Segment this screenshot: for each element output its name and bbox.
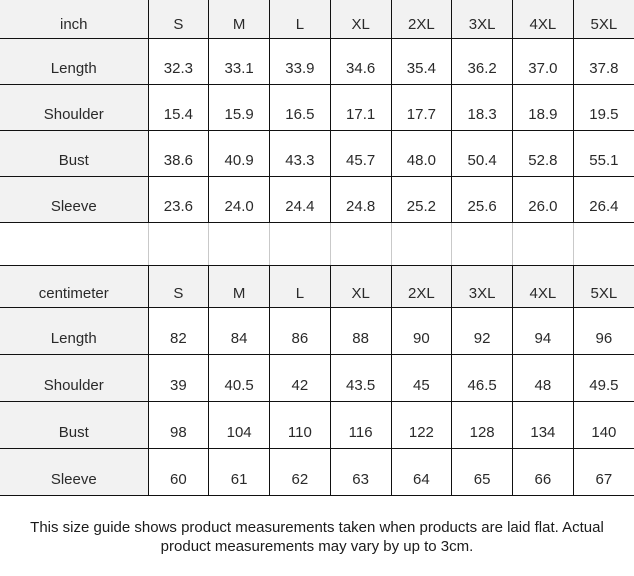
measurement-cell: 67 [573,448,634,495]
measurement-cell: 90 [391,307,452,354]
measurement-cell: 25.6 [452,176,513,222]
measurement-cell: 37.8 [573,38,634,84]
measurement-cell: 40.9 [209,130,270,176]
measurement-cell: 62 [270,448,331,495]
spacer-cell [0,222,148,265]
measurement-cell: 25.2 [391,176,452,222]
measurement-cell: 42 [270,354,331,401]
row-inch-bust [0,130,634,176]
size-guide-note-line1: This size guide shows product measurements taken when products are laid flat. Actual [30,518,604,536]
row-cm-sleeve [0,448,634,495]
measurement-cell: 140 [573,401,634,448]
measurement-cell: 26.4 [573,176,634,222]
spacer-cell [391,222,452,265]
measurement-cell: 128 [452,401,513,448]
size-header: 5XL [573,0,634,38]
measurement-cell: 24.0 [209,176,270,222]
measurement-cell: 60 [148,448,209,495]
size-header: XL [330,265,391,307]
measurement-cell: 24.4 [270,176,331,222]
row-inch-length [0,38,634,84]
measurement-cell: 35.4 [391,38,452,84]
measurement-cell: 134 [513,401,574,448]
size-guide-note [0,518,634,557]
size-header: 2XL [391,265,452,307]
measurement-cell: 32.3 [148,38,209,84]
measurement-cell: 122 [391,401,452,448]
row-label: Length [0,307,148,354]
size-header: S [148,0,209,38]
measurement-cell: 96 [573,307,634,354]
measurement-cell: 38.6 [148,130,209,176]
measurement-cell: 66 [513,448,574,495]
measurement-cell: 63 [330,448,391,495]
centimeter-header-row [0,265,634,307]
measurement-cell: 19.5 [573,84,634,130]
measurement-cell: 82 [148,307,209,354]
measurement-cell: 48.0 [391,130,452,176]
measurement-cell: 45 [391,354,452,401]
measurement-cell: 55.1 [573,130,634,176]
size-header: L [270,0,331,38]
row-inch-shoulder [0,84,634,130]
measurement-cell: 110 [270,401,331,448]
measurement-cell: 33.9 [270,38,331,84]
measurement-cell: 23.6 [148,176,209,222]
measurement-cell: 39 [148,354,209,401]
row-cm-length [0,307,634,354]
row-label: Bust [0,401,148,448]
size-header: 3XL [452,0,513,38]
measurement-cell: 15.4 [148,84,209,130]
row-label: Shoulder [0,84,148,130]
measurement-cell: 98 [148,401,209,448]
measurement-cell: 17.7 [391,84,452,130]
size-header: 2XL [391,0,452,38]
size-guide-note-line2: product measurements may vary by up to 3cm. [160,538,474,555]
size-header: 4XL [513,265,574,307]
measurement-cell: 16.5 [270,84,331,130]
measurement-cell: 43.3 [270,130,331,176]
spacer-cell [513,222,574,265]
measurement-cell: 15.9 [209,84,270,130]
size-header: 5XL [573,265,634,307]
measurement-cell: 26.0 [513,176,574,222]
size-header: M [209,265,270,307]
measurement-cell: 45.7 [330,130,391,176]
row-label: Shoulder [0,354,148,401]
size-header: M [209,0,270,38]
measurement-cell: 46.5 [452,354,513,401]
row-label: Sleeve [0,176,148,222]
measurement-cell: 36.2 [452,38,513,84]
spacer-row [0,222,634,265]
unit-label-centimeter: centimeter [0,265,148,307]
measurement-cell: 86 [270,307,331,354]
measurement-cell: 40.5 [209,354,270,401]
measurement-cell: 18.9 [513,84,574,130]
measurement-cell: 88 [330,307,391,354]
spacer-cell [148,222,209,265]
measurement-cell: 104 [209,401,270,448]
measurement-cell: 64 [391,448,452,495]
measurement-cell: 52.8 [513,130,574,176]
measurement-cell: 33.1 [209,38,270,84]
measurement-cell: 37.0 [513,38,574,84]
spacer-cell [452,222,513,265]
measurement-cell: 48 [513,354,574,401]
measurement-cell: 61 [209,448,270,495]
measurement-cell: 50.4 [452,130,513,176]
measurement-cell: 17.1 [330,84,391,130]
measurement-cell: 65 [452,448,513,495]
row-label: Bust [0,130,148,176]
spacer-cell [330,222,391,265]
measurement-cell: 24.8 [330,176,391,222]
row-label: Sleeve [0,448,148,495]
spacer-cell [209,222,270,265]
inch-header-row [0,0,634,38]
measurement-cell: 92 [452,307,513,354]
spacer-cell [270,222,331,265]
unit-label-inch: inch [0,0,148,38]
spacer-cell [573,222,634,265]
size-header: L [270,265,331,307]
row-inch-sleeve [0,176,634,222]
row-cm-bust [0,401,634,448]
size-header: 4XL [513,0,574,38]
size-header: 3XL [452,265,513,307]
measurement-cell: 116 [330,401,391,448]
measurement-cell: 34.6 [330,38,391,84]
size-header: XL [330,0,391,38]
measurement-cell: 84 [209,307,270,354]
measurement-cell: 43.5 [330,354,391,401]
row-label: Length [0,38,148,84]
size-header: S [148,265,209,307]
measurement-cell: 94 [513,307,574,354]
measurement-cell: 18.3 [452,84,513,130]
measurement-cell: 49.5 [573,354,634,401]
row-cm-shoulder [0,354,634,401]
